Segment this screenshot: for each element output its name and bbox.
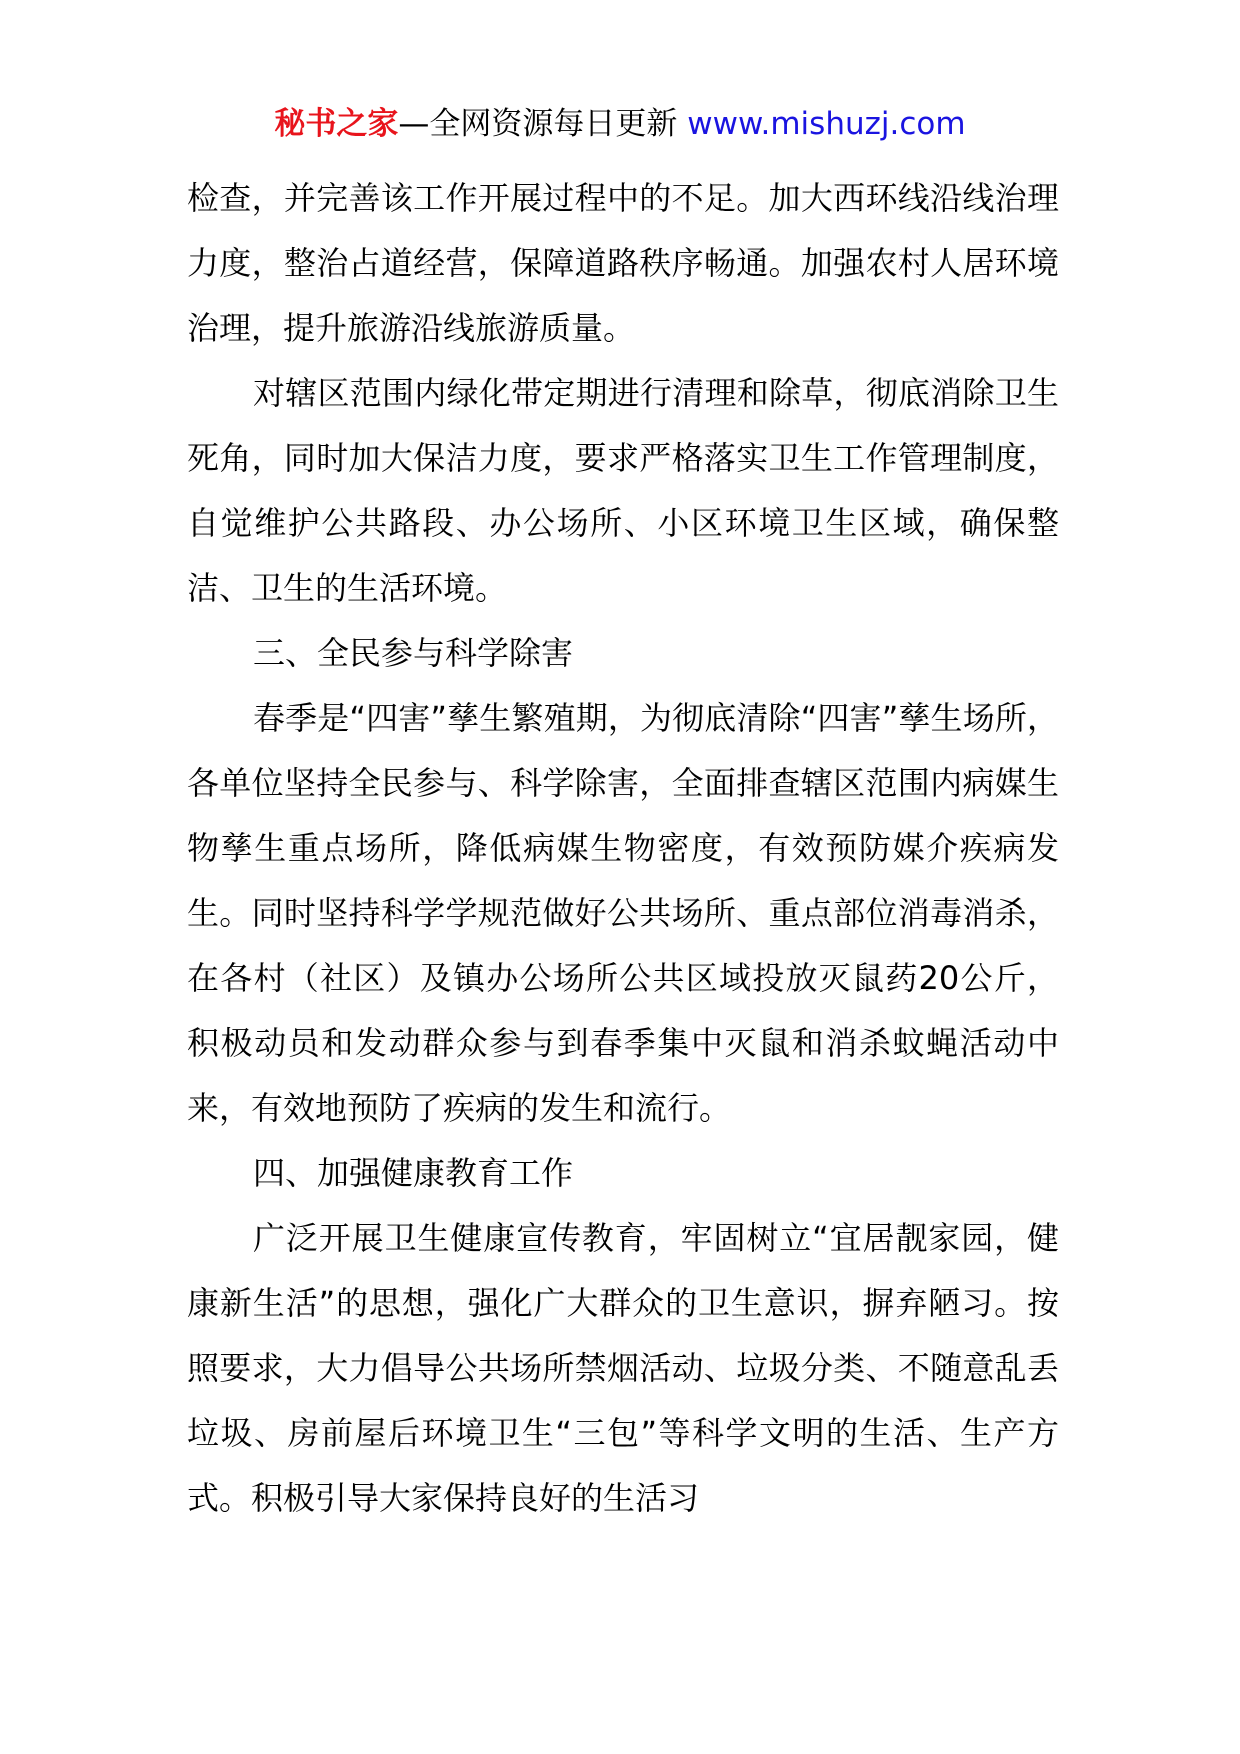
site-url-link[interactable]: www.mishuzj.com — [687, 106, 966, 142]
paragraph-greening-cleanup: 对辖区范围内绿化带定期进行清理和除草，彻底消除卫生死角，同时加大保洁力度，要求严格落实卫生工作管理制度，自觉维护公共路段、办公场所、小区环境卫生区域，确保整洁、卫生的生活环境。 — [187, 374, 1059, 607]
brand-name: 秘书之家 — [274, 106, 399, 142]
paragraph-pest-control: 春季是“四害”孳生繁殖期，为彻底清除“四害”孳生场所，各单位坚持全民参与、科学除害，全面排查辖区范围内病媒生物孳生重点场所，降低病媒生物密度，有效预防媒介疾病发生。同时坚持科学学规范做好公共场所、重点部位消毒消杀，在各村（社区）及镇办公场所公共区域投放灭鼠药20公斤，积极动员和发动群众参与到春季集中灭鼠和消杀蚊蝇活动中来，有效地预防了疾病的发生和流行。 — [187, 699, 1059, 1127]
header-tagline: —全网资源每日更新 — [398, 106, 678, 142]
section-heading-pest-control: 三、全民参与科学除害 — [253, 634, 574, 672]
page-header — [0, 100, 1240, 148]
document-body — [187, 166, 1059, 1531]
paragraph-health-education: 广泛开展卫生健康宣传教育，牢固树立“宜居靓家园，健康新生活”的思想，强化广大群众的卫生意识，摒弃陋习。按照要求，大力倡导公共场所禁烟活动、垃圾分类、不随意乱丢垃圾、房前屋后环境卫生“三包”等科学文明的生活、生产方式。积极引导大家保持良好的生活习 — [187, 1219, 1059, 1517]
section-heading-health-education: 四、加强健康教育工作 — [253, 1154, 574, 1192]
paragraph-continuation: 检查，并完善该工作开展过程中的不足。加大西环线沿线治理力度，整治占道经营，保障道路秩序畅通。加强农村人居环境治理，提升旅游沿线旅游质量。 — [187, 179, 1059, 347]
